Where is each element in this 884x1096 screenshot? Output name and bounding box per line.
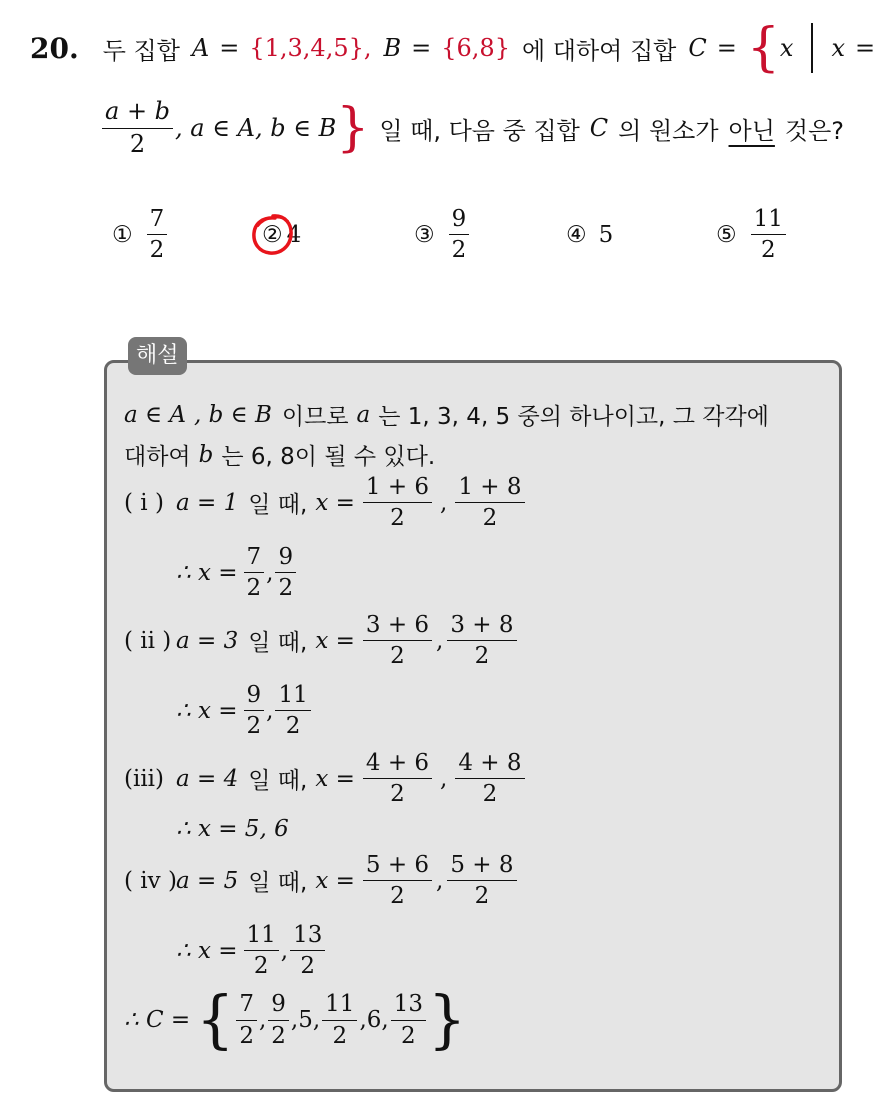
final-answer: ∴ C = { $\frac{7}{2}$ , $\frac{9}{2}$ , 5 , $\frac{11}{2}$ , 6 , $\frac{13}{2}$ } xyxy=(124,983,467,1057)
set-c-var: x xyxy=(779,34,794,62)
question-number: 20. xyxy=(30,31,79,65)
question-text: 것은? xyxy=(784,116,845,145)
case-3-line: (iii) a = 4 일 때, x = $\frac{4 + 6}{2}$ , $\frac{4 + 8}{2}$ xyxy=(124,750,527,808)
underlined-word: 아닌 xyxy=(728,116,775,145)
choice-1[interactable] xyxy=(112,206,169,264)
set-c-var: x xyxy=(831,34,846,62)
case-4-line: ( iv ) a = 5 일 때, x = $\frac{5 + 6}{2}$ , $\frac{5 + 8}{2}$ xyxy=(124,852,519,910)
solution-tag: 해설 xyxy=(128,337,187,375)
set-c-fraction: $\frac{a + b}{2}$ xyxy=(102,98,173,158)
set-a-value: {1,3,4,5}, xyxy=(249,34,372,62)
choice-3[interactable] xyxy=(414,206,471,264)
choice-marker: ⑤ xyxy=(716,221,737,248)
choice-marker: ③ xyxy=(414,221,435,248)
open-brace: { xyxy=(746,18,780,78)
question-text: 에 대하여 집합 xyxy=(521,36,677,65)
question-text: 두 집합 xyxy=(102,36,180,65)
case-1-result: ∴ x = $\frac{7}{2}$ , $\frac{9}{2}$ xyxy=(176,544,298,602)
question-line-2 xyxy=(100,97,844,159)
choice-4[interactable] xyxy=(566,222,613,248)
case-1-line: ( i ) a = 1 일 때, x = $\frac{1 + 6}{2}$ , $\frac{1 + 8}{2}$ xyxy=(124,474,527,532)
case-2-result: ∴ x = $\frac{9}{2}$ , $\frac{11}{2}$ xyxy=(176,682,313,740)
choice-fraction: $\frac{9}{2}$ xyxy=(449,206,470,264)
question-line-1: 20. 두 집합 A = {1,3,4,5}, B = {6,8} 에 대하여 집합 C = { x x = xyxy=(30,18,876,78)
choice-value: 5 xyxy=(598,222,614,248)
question-text: 일 때, 다음 중 집합 xyxy=(379,116,580,145)
selected-circle-mark xyxy=(250,212,296,258)
choice-fraction: $\frac{11}{2}$ xyxy=(751,206,786,264)
set-c-condition: , a ∈ A, b ∈ B xyxy=(175,114,337,142)
divider-bar xyxy=(811,23,813,73)
solution-line-1: a ∈ A , b ∈ B 이므로 a 는 1, 3, 4, 5 중의 하나이고, 그 각각에 xyxy=(124,401,769,430)
case-4-result: ∴ x = $\frac{11}{2}$ , $\frac{13}{2}$ xyxy=(176,922,327,980)
choice-5[interactable] xyxy=(716,206,788,264)
set-b-value: {6,8} xyxy=(441,34,510,62)
case-2-line: ( ii ) a = 3 일 때, x = $\frac{3 + 6}{2}$ , $\frac{3 + 8}{2}$ xyxy=(124,612,519,670)
solution-line-2: 대하여 b 는 6, 8이 될 수 있다. xyxy=(124,441,436,470)
choice-fraction: $\frac{7}{2}$ xyxy=(147,206,168,264)
choice-marker: ④ xyxy=(566,222,587,248)
close-brace: } xyxy=(336,98,370,158)
set-c-name: C xyxy=(589,114,609,142)
question-text: 의 원소가 xyxy=(618,116,719,145)
set-b-name: B xyxy=(383,34,402,62)
choice-2[interactable] xyxy=(262,222,301,248)
choice-marker: ① xyxy=(112,221,133,248)
case-3-result: ∴ x = 5, 6 xyxy=(176,816,289,842)
choice-value: 4 xyxy=(286,222,302,248)
choice-marker: ② xyxy=(262,222,283,248)
set-c-name: C xyxy=(688,34,707,62)
set-a-name: A xyxy=(191,34,210,62)
